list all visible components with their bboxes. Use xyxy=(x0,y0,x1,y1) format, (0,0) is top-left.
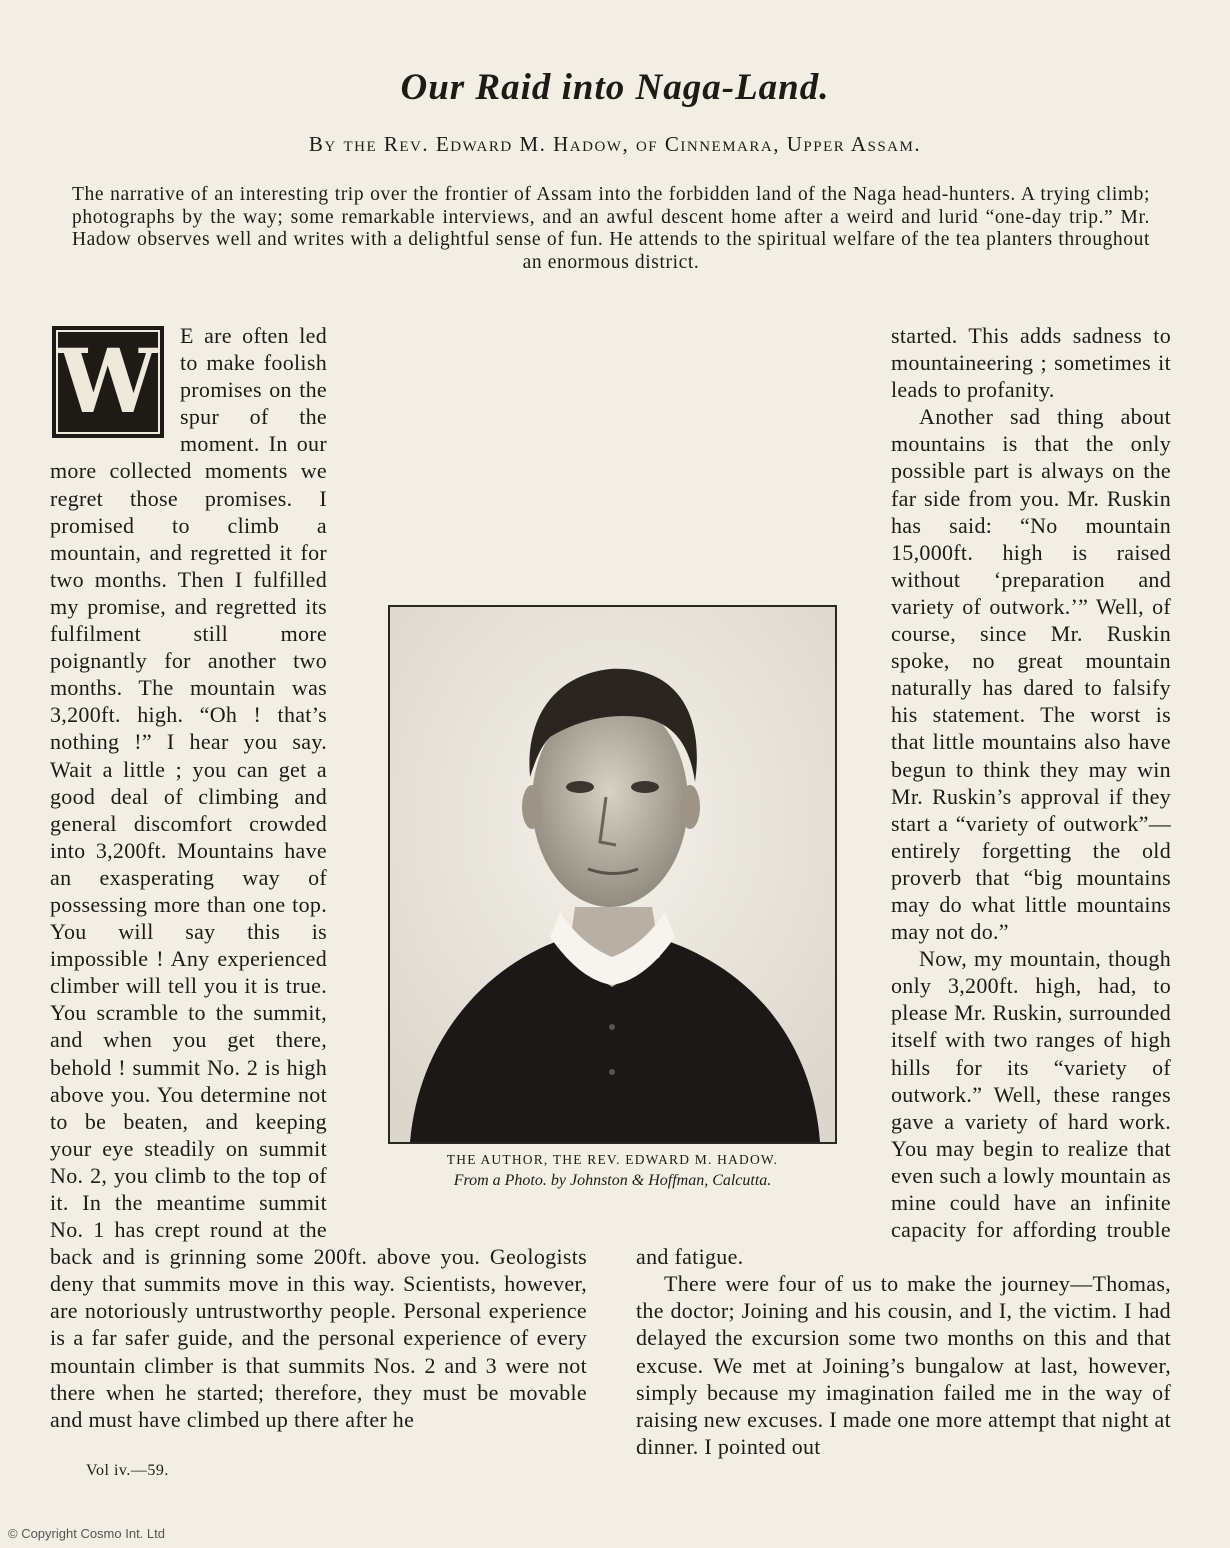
portrait-illustration xyxy=(390,607,835,1142)
article-title: Our Raid into Naga-Land. xyxy=(400,67,830,108)
copyright-watermark: © Copyright Cosmo Int. Ltd xyxy=(8,1526,165,1541)
photo-caption: THE AUTHOR, THE REV. EDWARD M. HADOW. xyxy=(446,1152,779,1167)
right-paragraph-3: Now, my mountain, though only 3,200ft. high, had, to please Mr. Ruskin, surrounded itself with two ranges of high hills for its “variety of outwork.” Well, these ranges gave a variety of hard work. You may begin to realize that even such a lowly mountain as mine could have an infinite capacity for affording trouble and fatigue. xyxy=(636,946,1171,1270)
dropcap-initial: W xyxy=(52,326,164,438)
right-paragraph-4: There were four of us to make the journey—Thomas, the doctor; Joining and his cousin, and I, the victim. I had delayed the excursion some two months on this and that excuse. We met at Joining’s bungalow at last, however, simply because my imagination failed me in the way of raising new excuses. I made one more attempt that night at dinner. I pointed out xyxy=(636,1271,1171,1459)
page-folio: Vol iv.—59. xyxy=(86,1462,169,1479)
right-paragraph-2: Another sad thing about mountains is that the only possible part is always on the far side from you. Mr. Ruskin has said: “No mountain 15,000ft. high is raised without ‘preparation and variety of outwork.’” Well, of course, since Mr. Ruskin spoke, no great mountain naturally has dared to falsify his statement. The worst is that little mountains also have begun to think they may win Mr. Ruskin’s approval if they start a “variety of outwork”—entirely forgetting the old proverb that “big mountains may do what little mountains may not do.” xyxy=(891,404,1171,945)
author-portrait xyxy=(388,605,837,1144)
right-paragraph-1: started. This adds sadness to mountaineering ; sometimes it leads to profanity. xyxy=(891,323,1171,403)
article-summary: The narrative of an interesting trip over the frontier of Assam into the forbidden land of the Naga head-hunters. A trying climb; photographs by the way; some remarkable interviews, and an awful descent home after a weird and lurid “one-day trip.” Mr. Hadow observes well and writes with a delightful sense of fun. He attends to the spiritual welfare of the tea planters throughout an enormous district. xyxy=(72,184,1150,273)
photo-credit: From a Photo. by Johnston & Hoffman, Calcutta. xyxy=(453,1172,772,1189)
left-column-text: E are often led to make foolish promises on the spur of the moment. In our more collected moments we regret those promises. I promised to climb a mountain, and regretted it for two months. Then I fulfilled my promise, and regretted its fulfilment still more poignantly for another two months. The mountain was 3,200ft. high. “Oh ! that’s nothing !” I hear you say. Wait a little ; you can get a good deal of climbing and general discomfort crowded into 3,200ft. Mountains have an exasperating way of possessing more than one top. You will say this is impossible ! Any experienced climber will tell you it is true. You scramble to the summit, and when you get there, behold ! summit No. 2 is high above you. You determine not to be beaten, and keeping your eye steadily on summit No. 2, you climb to the top of it. In the meantime summit No. 1 has crept round at the back and is grinning some 200ft. above you. Geologists deny that summits move in this way. Scientists, however, are notoriously untrustworthy people. Personal experience is a far safer guide, and the personal experience of every mountain climber is that summits Nos. 2 and 3 were not there when he started; therefore, they must be movable and must have climbed up there after he xyxy=(50,323,587,1432)
article-byline: By the Rev. Edward M. Hadow, of Cinnemara, Upper Assam. xyxy=(308,132,922,156)
